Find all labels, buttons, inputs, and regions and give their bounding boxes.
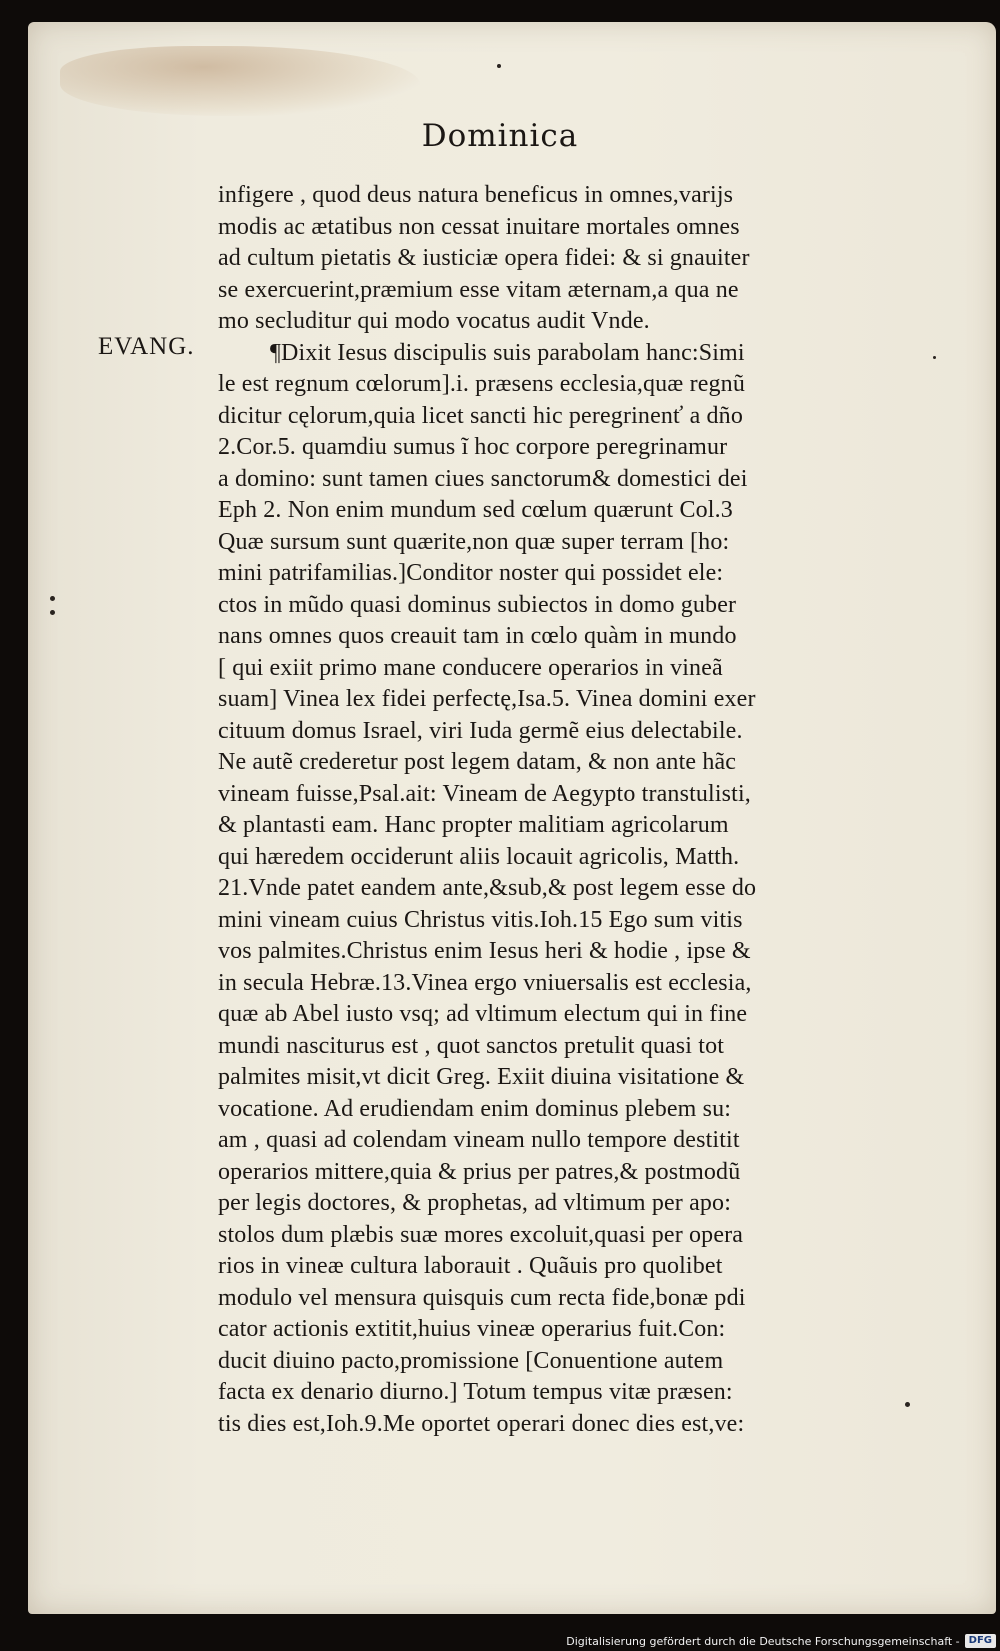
text-line: suam] Vinea lex fidei perfectę,Isa.5. Vinea domini exer <box>218 686 756 712</box>
text-line: ¶Dixit Iesus discipulis suis parabolam hanc:Simi <box>270 339 745 366</box>
text-line: per legis doctores, & prophetas, ad vltimum per apo: <box>218 1190 732 1216</box>
text-line: cituum domus Israel, viri Iuda germẽ eius delectabile. <box>218 717 743 744</box>
text-line: Eph 2. Non enim mundum sed cœlum quærunt Col.3 <box>218 497 733 523</box>
text-line: 21.Vnde patet eandem ante,&sub,& post legem esse do <box>218 875 757 901</box>
text-line: & plantasti eam. Hanc propter malitiam agricolarum <box>218 812 729 838</box>
text-line: quæ ab Abel iusto vsq; ad vltimum electum qui in fine <box>218 1001 748 1027</box>
text-line: qui hæredem occiderunt aliis locauit agricolis, Matth. <box>218 843 740 870</box>
text-line: vocatione. Ad erudiendam enim dominus plebem su: <box>218 1095 732 1122</box>
text-line: stolos dum plæbis suæ mores excoluit,quasi per opera <box>218 1221 744 1248</box>
text-line: ctos in mũdo quasi dominus subiectos in domo guber <box>218 591 737 618</box>
text-line: mo secluditur qui modo vocatus audit Vnde. <box>218 308 650 334</box>
text-line: in secula Hebræ.13.Vinea ergo vniuersalis est ecclesia, <box>218 969 752 996</box>
water-stain <box>60 46 420 116</box>
page-text <box>218 180 888 1440</box>
text-line: Ne autẽ crederetur post legem datam, & non ante hãc <box>218 749 737 775</box>
text-line: operarios mittere,quia & prius per patres,& postmodũ <box>218 1158 741 1185</box>
ink-spot <box>905 1402 910 1407</box>
footer-text: Digitalisierung gefördert durch die Deutsche Forschungsgemeinschaft - <box>566 1634 960 1648</box>
text-line: tis dies est,Ioh.9.Me oportet operari donec dies est,ve: <box>218 1410 745 1437</box>
text-line: le est regnum cœlorum].i. præsens ecclesia,quæ regnũ <box>218 371 745 397</box>
text-line: facta ex denario diurno.] Totum tempus vitæ præsen: <box>218 1379 733 1405</box>
ink-spot <box>50 610 55 615</box>
text-line: dicitur cęlorum,quia licet sancti hic peregrinenť a dño <box>218 402 743 429</box>
text-line: ad cultum pietatis & iusticiæ opera fidei: & si gnauiter <box>218 245 750 271</box>
margin-note: EVANG. <box>98 333 195 360</box>
text-line: mini patrifamilias.]Conditor noster qui possidet ele: <box>218 560 724 586</box>
text-line: ducit diuino pacto,promissione [Conuentione autem <box>218 1347 724 1374</box>
text-line: [ qui exiit primo mane conducere operarios in vineã <box>218 654 723 681</box>
text-line: nans omnes quos creauit tam in cœlo quàm in mundo <box>218 623 737 649</box>
ink-spot <box>497 64 501 68</box>
text-line: rios in vineæ cultura laborauit . Quãuis pro quolibet <box>218 1253 723 1279</box>
text-line: mini vineam cuius Christus vitis.Ioh.15 Ego sum vitis <box>218 906 743 933</box>
ink-spot <box>50 596 55 601</box>
text-line: a domino: sunt tamen ciues sanctorum& domestici dei <box>218 465 748 492</box>
running-header: Dominica <box>421 118 579 154</box>
text-line: modulo vel mensura quisquis cum recta fide,bonæ pdi <box>218 1284 746 1311</box>
ink-spot <box>933 356 936 359</box>
footer-credit <box>566 1633 996 1649</box>
text-line: vos palmites.Christus enim Iesus heri & hodie , ipse & <box>218 938 751 964</box>
text-line: palmites misit,vt dicit Greg. Exiit diuina visitatione & <box>218 1064 745 1090</box>
text-line: infigere , quod deus natura beneficus in omnes,varijs <box>218 182 734 208</box>
text-line: modis ac ætatibus non cessat inuitare mortales omnes <box>218 213 740 240</box>
text-line: Quæ sursum sunt quærite,non quæ super terram [ho: <box>218 528 730 555</box>
text-line: am , quasi ad colendam vineam nullo tempore destitit <box>218 1127 740 1153</box>
text-line: vineam fuisse,Psal.ait: Vineam de Aegypto transtulisti, <box>218 780 751 807</box>
dfg-logo: DFG <box>965 1634 996 1648</box>
text-line: mundi nasciturus est , quot sanctos pretulit quasi tot <box>218 1032 725 1059</box>
text-line: 2.Cor.5. quamdiu sumus ĩ hoc corpore peregrinamur <box>218 434 728 460</box>
text-line: se exercuerint,præmium esse vitam æternam,a qua ne <box>218 276 739 303</box>
text-line: cator actionis extitit,huius vineæ operarius fuit.Con: <box>218 1316 726 1342</box>
